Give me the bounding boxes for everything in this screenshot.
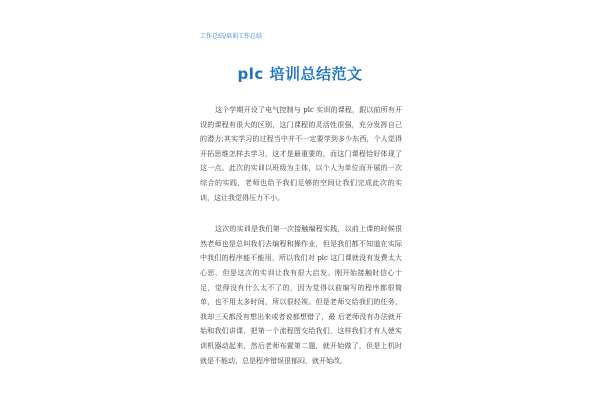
breadcrumb-link-training-summary[interactable]: 培训工作总结	[226, 33, 263, 40]
breadcrumb-separator: /	[224, 33, 227, 40]
article-paragraph: 这次的实训是我们第一次接触编程实践，以前上课的时候很然老师也是总叫我们去编程和操作业，但是我们都不知道在实际中我们的程序能不能用，所以我们对 plc 这门课就没有发费太大心思，但是这次的实训让我有很大启发。刚开始接触时信心十足，觉得没有什么太不了的，因为觉得以前编写的程序都很简单，也不用太多时间，所以很轻视。但是老师交给我们的任务，我却三天都没有想出来或者说都想错了，最 后老师没有办法就开始和我们讲课，把第一个流程图交给我们，这样我们才有人使实训机器动起来，然后老师布置第二题，就开始做了，但是上机时就是不能动，总是程序错误很郁闷，就开始改。	[200, 225, 402, 365]
breadcrumb-link-work-summary[interactable]: 工作总结	[200, 33, 225, 40]
page-title: plc 培训总结范文	[237, 65, 363, 83]
article-paragraph: 这个学期开设了电气控制与 plc 实训的课程，跟以前所有开设的课程有很大的区别，这门课程的灵活性很强，充分发挥自己的潜力;其实学习的过程当中并不一定要学到多少东西，个人觉得开拓思维怎样去学习，这才是最重要的，而这门课程恰好体现了这一点。此次的实训以班级为主体，以个人为单位而开展的一次综合的实践，老师也给予我们足够的空间让我们完成此次的实训，这让我觉得压力不小。	[200, 106, 402, 202]
breadcrumb	[200, 33, 262, 41]
article-body	[200, 103, 402, 385]
